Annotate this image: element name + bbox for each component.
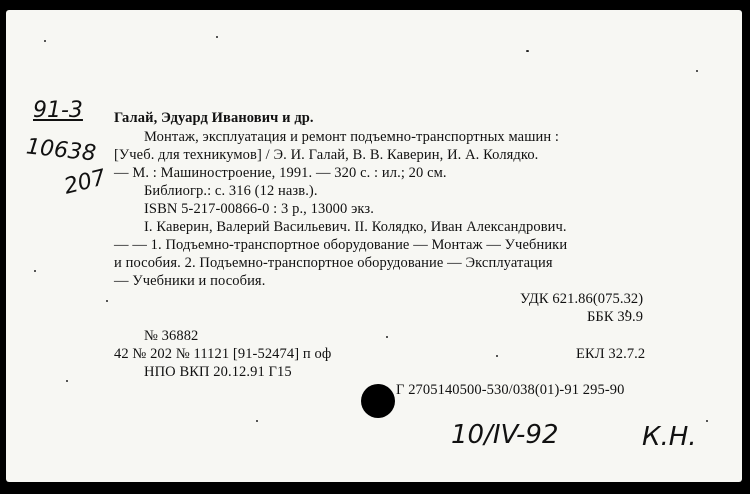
speck xyxy=(44,40,46,42)
speck xyxy=(66,380,68,382)
speck xyxy=(216,36,218,38)
tracings-line-4: — Учебники и пособия. xyxy=(114,273,266,289)
title-line-2: [Учеб. для техникумов] / Э. И. Галай, В. В. Каверин, И. А. Колядко. xyxy=(114,147,539,163)
handwritten-initials: К.Н. xyxy=(642,422,697,452)
handwritten-scribble: 207 xyxy=(61,165,109,200)
ekl-code: ЕКЛ 32.7.2 xyxy=(576,346,646,362)
speck xyxy=(496,355,498,357)
udk-code: УДК 621.86(075.32) xyxy=(520,291,644,307)
handwritten-inventory-number: 10638 xyxy=(24,134,98,167)
imprint-line: — М. : Машиностроение, 1991. — 320 с. : ил.; 20 см. xyxy=(114,165,447,181)
punch-hole xyxy=(361,384,395,418)
speck xyxy=(696,70,698,72)
author-heading: Галай, Эдуард Иванович и др. xyxy=(114,110,314,126)
handwritten-date-note: 10/IV-92 xyxy=(451,420,559,450)
handwritten-call-number: 91-3 xyxy=(33,98,83,123)
speck xyxy=(526,50,529,52)
bbk-code: ББК 39.9 xyxy=(587,309,644,325)
title-line-1: Монтаж, эксплуатация и ремонт подъемно-транспортных машин : xyxy=(144,129,560,145)
isbn-line: ISBN 5-217-00866-0 : 3 р., 13000 экз. xyxy=(144,201,374,217)
speck xyxy=(386,336,388,338)
speck xyxy=(106,300,108,302)
bibliography-line: Библиогр.: с. 316 (12 назв.). xyxy=(144,183,318,199)
index-code: Г 2705140500-530/038(01)-91 295-90 xyxy=(396,382,625,398)
tracings-line-1: I. Каверин, Валерий Васильевич. II. Колядко, Иван Александрович. xyxy=(144,219,567,235)
speck xyxy=(256,420,258,422)
npo-line: НПО ВКП 20.12.91 Г15 xyxy=(144,364,292,380)
speck xyxy=(34,270,36,272)
tracings-line-3: и пособия. 2. Подъемно-транспортное оборудование — Эксплуатация xyxy=(114,255,553,271)
card-number: № 36882 xyxy=(144,328,199,344)
tracings-line-2: — — 1. Подъемно-транспортное оборудование — Монтаж — Учебники xyxy=(114,237,568,253)
speck xyxy=(706,420,708,422)
order-line: 42 № 202 № 11121 [91-52474] п оф xyxy=(114,346,332,362)
catalog-card xyxy=(6,10,742,482)
